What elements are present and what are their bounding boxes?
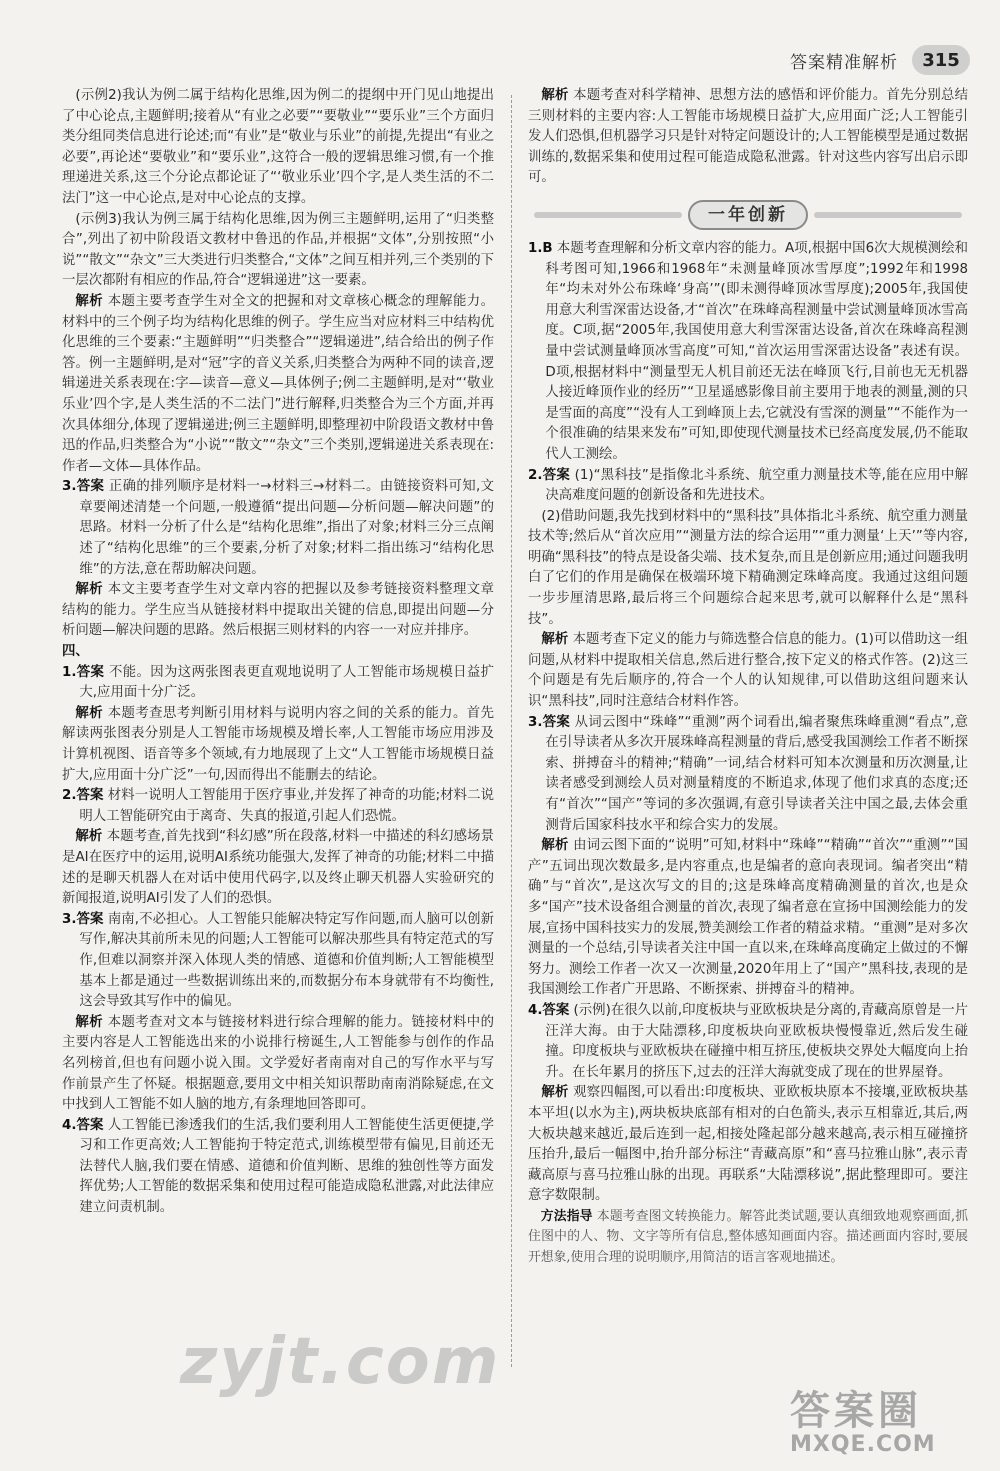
example-2: (示例2)我认为例二属于结构化思维,因为例二的提纲中开门见山地提出了中心论点,主题鲜明;接着从“有业之必要”“要敬业”“要乐业”三个方面归类分组同类信息进行论述;而“有业”是“敬业与乐业”的前提,先提出“有业之必要”,再论述“要敬业”和“要乐业”,这符合一般的逻辑思维习惯,有一个推理递进关系,这三个分论点都论证了“‘敬业乐业’四个字,是人类生活的不二法门”这一中心论点,是对中心论点的支撑。	[62, 88, 494, 206]
section-banner	[528, 193, 968, 237]
watermark-url: MXQE.COM	[790, 1432, 936, 1457]
analysis-label: 解析	[541, 838, 569, 854]
watermark-main: 答案圈	[790, 1388, 922, 1434]
analysis-text: 本题主要考查学生对全文的把握和对文章核心概念的理解能力。材料中的三个例子均为结构化思维的例子。学生应当对应材料三中结构优化思维的三个要素:“主题鲜明”“归类整合”“逻辑递进”,结合给出的例子作答。例一主题鲜明,是对“冠”字的音义关系,归类整合为两种不同的读音,逻辑递进关系表现在:字—读音—意义—具体例子;例二主题鲜明,是对“‘敬业乐业’四个字,是人类生活的不二法门”进行解释,归类整合为三个方面,并再次具体细分,体现了逻辑递进;例三主题鲜明,即整理初中阶段语文教材中鲁迅的作品,归类整合为“小说”“散文”“杂文”三个类别,逻辑递进关系表现在:作者—文体—具体作品。	[62, 293, 495, 474]
answer-text: 不能。因为这两张图表更直观地说明了人工智能市场规模日益扩大,应用面十分广泛。	[79, 664, 494, 701]
banner-line-right	[814, 212, 962, 218]
answer-label: 答案	[76, 664, 105, 680]
answer-text: 南南,不必担心。人工智能只能解决特定写作问题,而人脑可以创新写作,解决其前所未见的问题;人工智能可以解决那些具有特定范式的写作,但难以洞察并深入体现人类的情感、道德和价值判断;人工智能模型基本上都是通过一些数据训练出来的,而数据分布本身就带有不均衡性,这会导致其写作中的偏见。	[79, 911, 494, 1010]
question-number: 3.	[62, 911, 77, 927]
watermark-logo	[790, 1390, 990, 1460]
question-number: 3.	[528, 714, 543, 730]
analysis-label: 解析	[75, 582, 104, 598]
analysis-label: 解析	[541, 1085, 569, 1101]
answer-text: (示例)在很久以前,印度板块与亚欧板块是分离的,青藏高原曾是一片汪洋大海。由于大陆漂移,印度板块向亚欧板块慢慢靠近,然后发生碰撞。印度板块与亚欧板块在碰撞中相互挤压,使板块交界处大幅度向上抬升。在长年累月的挤压下,过去的汪洋大海就变成了现在的世界屋脊。	[545, 1002, 968, 1080]
analysis-text: 观察四幅图,可以看出:印度板块、亚欧板块原本不接壤,亚欧板块基本平坦(以水为主),两块板块底部有相对的白色箭头,表示互相靠近,其后,两大板块越来越近,最后连到一起,相接处隆起部分越来越高,表示相互碰撞挤压抬升,最后一幅图中,抬升部分标注“青藏高原”和“喜马拉雅山脉”,表示青藏高原与喜马拉雅山脉的出现。再联系“大陆漂移说”,据此整理即可。要注意字数限制。	[528, 1085, 969, 1204]
analysis-label: 解析	[541, 632, 569, 648]
page-number-badge: 315	[912, 45, 970, 75]
header-title: 答案精准解析	[790, 52, 898, 73]
question-number: 3.	[62, 479, 77, 495]
analysis-label: 解析	[75, 705, 104, 721]
analysis-text: 本题考查下定义的能力与筛选整合信息的能力。(1)可以借助这一组问题,从材料中提取相关信息,然后进行整合,按下定义的格式作答。(2)这三个问题是有先后顺序的,符合一个人的认知规律,可以借助这组问题来认识“黑科技”,同时注意结合材料作答。	[528, 632, 968, 710]
answer-label: 答案	[542, 1002, 570, 1018]
section-heading: 四、	[62, 644, 89, 660]
question-number: 4.	[528, 1002, 543, 1018]
answer-label: 答案	[76, 479, 105, 495]
question-answer-key: 1.B	[528, 240, 553, 256]
method-label: 方法指导	[540, 1208, 593, 1224]
analysis-label: 解析	[75, 829, 103, 845]
analysis-text: 本文主要考查学生对文章内容的把握以及参考链接资料整理文章结构的能力。学生应当从链接材料中提取出关键的信息,即提出问题—分析问题—解决问题的思路。然后根据三则材料的内容一一对应并排序。	[62, 582, 495, 639]
left-column	[62, 86, 494, 1219]
analysis-text: 本题考查思考判断引用材料与说明内容之间的关系的能力。首先解读两张图表分别是人工智能市场规模及增长率,人工智能市场应用涉及计算机视图、语音等多个领域,有力地展现了上文“人工智能市场规模日益扩大,应用面十分广泛”一句,因而得出不能删去的结论。	[62, 705, 495, 783]
right-column	[528, 86, 968, 1269]
answer-label: 答案	[76, 911, 104, 927]
answer-text: (2)借助问题,我先找到材料中的“黑科技”具体指北斗系统、航空重力测量技术等;然后从“首次应用”“测量方法的综合运用”“重力测量‘上天’”等内容,明确“黑科技”的特点是设备尖端、技术复杂,而且是创新应用;通过问题我明白了它们的作用是确保在极端环境下精确测定珠峰高度。我通过这组问题一步步厘清思路,最后将三个问题综合起来思考,就可以解释什么是“黑科技”。	[528, 508, 968, 627]
question-number: 4.	[62, 1117, 77, 1133]
method-text: 本题考查图文转换能力。解答此类试题,要认真细致地观察画面,抓住图中的人、物、文字等所有信息,整体感知画面内容。描述画面内容时,要展开想象,使用合理的说明顺序,用简洁的语言客观地描述。	[528, 1208, 969, 1266]
column-divider	[511, 95, 512, 1367]
page-header	[0, 40, 970, 80]
analysis-label: 解析	[75, 1014, 104, 1030]
answer-label: 答案	[76, 788, 104, 804]
banner-line-left	[534, 212, 682, 218]
analysis-label: 解析	[541, 88, 569, 103]
analysis-text: 本题考查对科学精神、思想方法的感悟和评价能力。首先分别总结三则材料的主要内容:人工智能市场规模日益扩大,应用面广泛;人工智能引发人们恐惧,但机器学习只是针对特定问题设计的;人工智能模型是通过数据训练的,数据采集和使用过程可能造成隐私泄露。针对这些内容写出启示即可。	[528, 88, 969, 186]
question-number: 2.	[528, 467, 543, 483]
answer-text: 正确的排列顺序是材料一→材料三→材料二。由链接资料可知,文章要阐述清楚一个问题,一般遵循“提出问题—分析问题—解决问题”的思路。材料一分析了什么是“结构化思维”,指出了对象;材料三分三点阐述了“结构化思维”的三个要素,分析了对象;材料二指出练习“结构化思维”的方法,意在帮助解决问题。	[79, 479, 494, 577]
answer-text: 人工智能已渗透我们的生活,我们要利用人工智能使生活更便捷,学习和工作更高效;人工智能拘于特定范式,训练模型带有偏见,目前还无法替代人脑,我们要在情感、道德和价值判断、思维的独创性等方面发挥优势;人工智能的数据采集和使用过程可能造成隐私泄露,对此法律应建立问责机制。	[79, 1117, 494, 1216]
analysis-text: 本题考查对文本与链接材料进行综合理解的能力。链接材料中的主要内容是人工智能选出来的小说排行榜诞生,人工智能参与创作的作品名列榜首,但也有问题小说入围。文学爱好者南南对自己的写作水平与写作前景产生了怀疑。根据题意,要用文中相关知识帮助南南消除疑虑,在文中找到人工智能不如人脑的地方,有条理地回答即可。	[62, 1014, 495, 1113]
question-number: 1.	[62, 664, 77, 680]
analysis-text: 由词云图下面的“说明”可知,材料中“珠峰”“精确”“首次”“重测”“国产”五词出现次数最多,是内容重点,也是编者的意向表现词。编者突出“精确”与“首次”,是这次写文的目的;这是珠峰高度精确测量的首次,也是众多“国产”技术设备组合测量的首次,表现了编者意在宣扬中国测绘能力的发展,宣扬中国科技实力的发展,赞美测绘工作者的精益求精。“重测”是对多次测量的一个总结,引导读者关注中国一直以来,在珠峰高度确定上做过的不懈努力。测绘工作者一次又一次测量,2020年用上了“国产”黑科技,表现的是我国测绘工作者广开思路、不断探索、拼搏奋斗的精神。	[528, 838, 968, 998]
question-number: 2.	[62, 788, 77, 804]
analysis-text: 本题考查,首先找到“科幻感”所在段落,材料一中描述的科幻感场景是AI在医疗中的运用,说明AI系统功能强大,发挥了神奇的功能;材料二中描述的是聊天机器人在对话中使用代码字,以及终止聊天机器人实验研究的新闻报道,说明AI引发了人们的恐惧。	[62, 829, 495, 907]
answer-label: 答案	[542, 467, 571, 483]
answer-label: 答案	[542, 714, 571, 730]
answer-text: (1)“黑科技”是指像北斗系统、航空重力测量技术等,能在应用中解决高难度问题的创新设备和先进技术。	[545, 467, 968, 504]
example-3: (示例3)我认为例三属于结构化思维,因为例三主题鲜明,运用了“归类整合”,列出了初中阶段语文教材中鲁迅的作品,并根据“文体”,分别按照“小说”“散文”“杂文”三大类进行归类整合,“文体”之间互相并列,三个类别的下一层次都附有相应的作品,符合“逻辑递进”这一要素。	[62, 211, 495, 289]
answer-text: 材料一说明人工智能用于医疗事业,并发挥了神奇的功能;材料二说明人工智能研究由于离奇、失真的报道,引起人们恐慌。	[79, 788, 494, 824]
watermark-center: zyjt.com	[180, 1325, 501, 1399]
answer-text: 从词云图中“珠峰”“重测”两个词看出,编者聚焦珠峰重测“看点”,意在引导读者从多次开展珠峰高程测量的背后,感受我国测绘工作者不断探索、拼搏奋斗的精神;“精确”一词,结合材料可知本次测量和历次测量,让读者感受到测绘人员对测量精度的不断追求,体现了他们求真的态度;还有“首次”“国产”等词的多次强调,有意引导读者关注中国之最,去体会重测背后国家科技水平和综合实力的发展。	[545, 714, 969, 833]
analysis-label: 解析	[75, 293, 104, 309]
answer-text: 本题考查理解和分析文章内容的能力。A项,根据中国6次大规模测绘和科考图可知,1966和1968年“未测量峰顶冰雪厚度”;1992年和1998年“均未对外公布珠峰‘身高’”(即未测得峰顶冰雪厚度);2005年,我国使用意大利雪深雷达设备,才“首次”在珠峰高程测量中尝试测量峰顶冰雪高度。C项,据“2005年,我国使用意大利雪深雷达设备,首次在珠峰高程测量中尝试测量峰顶冰雪高度”可知,“首次运用雪深雷达设备”表述有误。D项,根据材料中“测量型无人机目前还无法在峰顶飞行,目前也无无机器人接近峰顶作业的经历”“卫星遥感影像目前主要用于地表的测量,测的只是雪面的高度”“没有人工到峰顶上去,它就没有雪深的测量”“不能作为一个很准确的结果来发布”可知,即使现代测量技术已经高度发展,仍不能取代人工测绘。	[545, 240, 969, 462]
banner-title: 一年创新	[688, 200, 808, 231]
answer-label: 答案	[76, 1117, 104, 1133]
